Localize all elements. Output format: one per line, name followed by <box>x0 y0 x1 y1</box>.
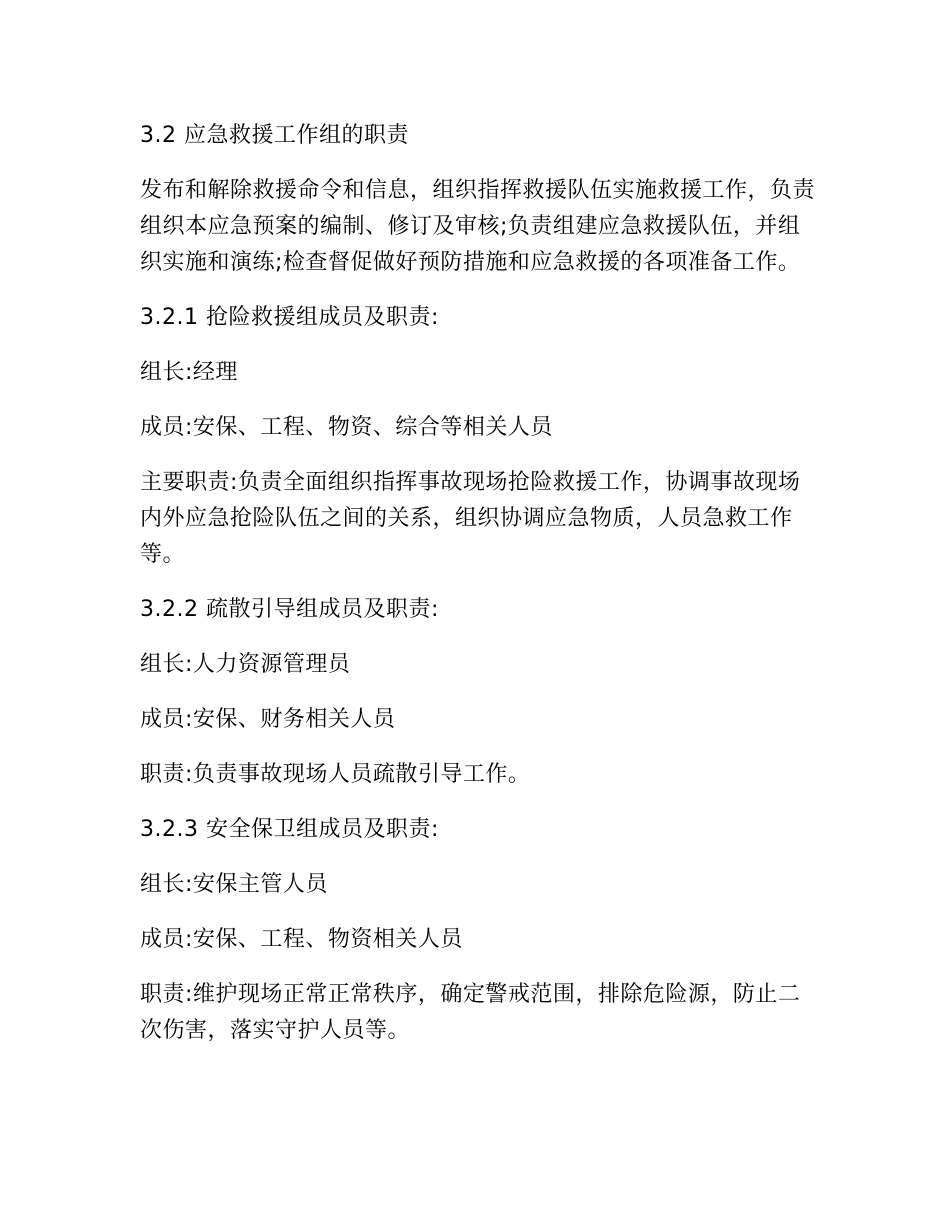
section-3-2-description: 发布和解除救援命令和信息，组织指挥救援队伍实施救援工作，负责组织本应急预案的编制、修订及审核;负责组建应急救援队伍，并组织实施和演练;检查督促做好预防措施和应急救援的各项准备工作。 <box>140 178 816 275</box>
rescue-group-members: 成员:安保、工程、物资、综合等相关人员 <box>140 415 553 440</box>
evacuation-group-members: 成员:安保、财务相关人员 <box>140 707 396 732</box>
security-group-members: 成员:安保、工程、物资相关人员 <box>140 927 463 952</box>
subsection-heading-3-2-2: 3.2.2 疏散引导组成员及职责: <box>140 597 439 622</box>
document-body <box>140 118 820 1068</box>
security-group-leader: 组长:安保主管人员 <box>140 872 328 897</box>
subsection-heading-3-2-1: 3.2.1 抢险救援组成员及职责: <box>140 305 439 330</box>
subsection-heading-3-2-3: 3.2.3 安全保卫组成员及职责: <box>140 817 439 842</box>
evacuation-group-leader: 组长:人力资源管理员 <box>140 652 351 677</box>
security-group-duties: 职责:维护现场正常正常秩序，确定警戒范围，排除危险源，防止二次伤害，落实守护人员等。 <box>140 982 801 1043</box>
rescue-group-leader: 组长:经理 <box>140 360 238 385</box>
rescue-group-duties: 主要职责:负责全面组织指挥事故现场抢险救援工作，协调事故现场内外应急抢险队伍之间的关系，组织协调应急物质，人员急救工作等。 <box>140 470 801 567</box>
evacuation-group-duties: 职责:负责事故现场人员疏散引导工作。 <box>140 762 531 787</box>
section-heading-3-2: 3.2 应急救援工作组的职责 <box>140 123 409 148</box>
